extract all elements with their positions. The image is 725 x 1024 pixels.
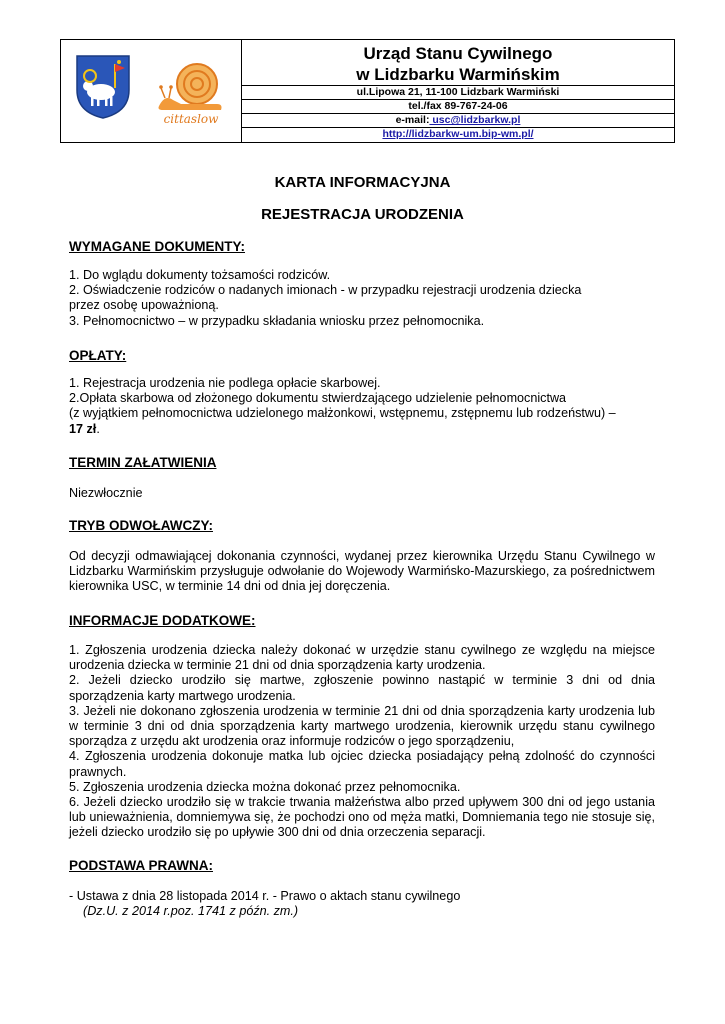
legal-act: - Ustawa z dnia 28 listopada 2014 r. - Prawo o aktach stanu cywilnego xyxy=(69,889,461,903)
office-title: Urząd Stanu Cywilnego w Lidzbarku Warmińskim xyxy=(242,40,674,86)
coat-of-arms-icon xyxy=(75,54,131,120)
list-item: 2. Oświadczenie rodziców o nadanych imionach - w przypadku rejestracji urodzenia dziecka xyxy=(69,283,582,298)
office-phone: tel./fax 89-767-24-06 xyxy=(242,100,674,114)
list-item: (z wyjątkiem pełnomocnictwa udzielonego małżonkowi, wstępnemu, zstępnemu lub rodzeństwu) – xyxy=(69,406,616,421)
section-appeal-title: TRYB ODWOŁAWCZY: xyxy=(69,518,213,533)
list-item: 3. Jeżeli nie dokonano zgłoszenia urodzenia w terminie 21 dni od dnia sporządzenia karty urodzenia lub w terminie 3 dni od dnia sporządzenia karty martwego urodzenia, kierownik urzędu stanu cywilnego sporządza z urzędu akt urodzenia oraz informuje rodziców o jego sporządzeniu, xyxy=(69,703,655,749)
office-website xyxy=(242,128,674,142)
list-item: 1. Do wglądu dokumenty tożsamości rodziców. xyxy=(69,268,331,282)
list-item: 3. Pełnomocnictwo – w przypadku składania wniosku przez pełnomocnika. xyxy=(69,313,485,328)
contact-cell xyxy=(242,40,674,142)
list-item: przez osobę upoważnioną. xyxy=(69,298,219,313)
list-item: 4. Zgłoszenia urodzenia dokonuje matka lub ojciec dziecka posiadający pełną zdolność do czynności prawnych. xyxy=(69,749,655,779)
office-address: ul.Lipowa 21, 11-100 Lidzbark Warmiński xyxy=(242,86,674,100)
section-legal-text xyxy=(69,889,655,919)
section-deadline-title: TERMIN ZAŁATWIENIA xyxy=(69,455,217,470)
legal-citation: (Dz.U. z 2014 r.poz. 1741 z późn. zm.) xyxy=(83,904,299,919)
page-subtitle: REJESTRACJA URODZENIA xyxy=(261,206,464,223)
section-fees-title: OPŁATY: xyxy=(69,348,127,363)
cittaslow-logo-icon xyxy=(151,54,231,128)
logos-cell xyxy=(61,40,242,142)
list-item: 1. Rejestracja urodzenia nie podlega opłacie skarbowej. xyxy=(69,376,381,390)
section-legal-title: PODSTAWA PRAWNA: xyxy=(69,858,213,873)
list-item: 6. Jeżeli dziecko urodziło się w trakcie trwania małżeństwa albo przed upływem 300 dni od jego ustania lub unieważnienia, domniemywa się, że pochodzi ono od męża matki, Domniemania tego nie stosuje się, jeżeli dziecko urodziło się po upływie 300 dni od dnia orzeczenia separacji. xyxy=(69,795,655,840)
list-item: 2.Opłata skarbowa od złożonego dokumentu stwierdzającego udzielenie pełnomocnictwa xyxy=(69,391,567,406)
fee-amount: 17 zł xyxy=(69,421,97,436)
section-documents-title: WYMAGANE DOKUMENTY: xyxy=(69,239,245,254)
list-item: 1. Zgłoszenia urodzenia dziecka należy dokonać w urzędzie stanu cywilnego ze względu na miejsce urodzenia dziecka w terminie 21 dni od dnia sporządzenia karty urodzenia. xyxy=(69,643,655,673)
cittaslow-logo-text: cittaslow xyxy=(163,112,219,126)
section-documents-list xyxy=(69,268,655,329)
header-table xyxy=(60,39,675,143)
section-deadline-text: Niezwłocznie xyxy=(69,486,143,500)
list-item: 17 zł. xyxy=(69,421,100,436)
list-item: 2. Jeżeli dziecko urodziło się martwe, zgłoszenie powinno nastąpić w terminie 3 dni od dnia sporządzenia karty martwego urodzenia. xyxy=(69,673,655,703)
page-title: KARTA INFORMACYJNA xyxy=(274,174,451,191)
section-additional-title: INFORMACJE DODATKOWE: xyxy=(69,613,256,628)
section-additional-list xyxy=(69,643,655,841)
email-link[interactable]: usc@lidzbarkw.pl xyxy=(429,114,521,127)
section-appeal-text: Od decyzji odmawiającej dokonania czynności, wydanej przez kierownika Urzędu Stanu Cywilnego w Lidzbarku Warmińskim przysługuje odwołanie do Wojewody Warmińsko-Mazurskiego, za pośrednictwem kierownika USC, w terminie 14 dni od dnia jej doręczenia. xyxy=(69,549,655,594)
list-item: 5. Zgłoszenia urodzenia dziecka można dokonać przez pełnomocnika. xyxy=(69,779,461,794)
office-email: e-mail: usc@lidzbarkw.pl xyxy=(242,114,674,128)
website-link[interactable]: http://lidzbarkw-um.bip-wm.pl/ xyxy=(382,128,534,141)
section-fees-list xyxy=(69,376,655,437)
